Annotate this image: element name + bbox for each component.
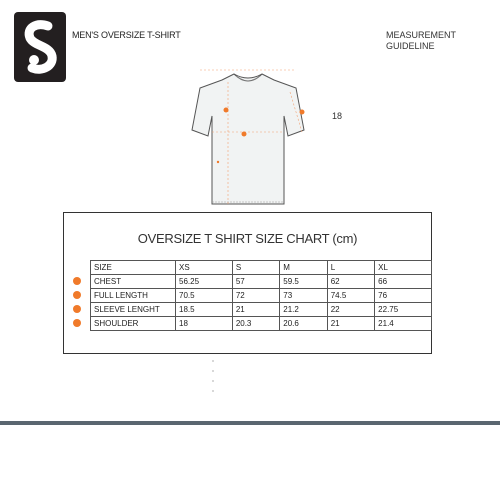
decorative-dots — [212, 360, 216, 400]
column-header: S — [232, 261, 279, 275]
column-header: SIZE — [91, 261, 176, 275]
column-header: XS — [176, 261, 233, 275]
table-cell: 21.2 — [280, 303, 327, 317]
orange-dot-icon — [73, 319, 81, 327]
table-cell: 56.25 — [176, 275, 233, 289]
row-label: FULL LENGTH — [91, 289, 176, 303]
table-cell: 21 — [232, 303, 279, 317]
table-cell: 76 — [375, 289, 432, 303]
row-label: CHEST — [91, 275, 176, 289]
brand-logo — [14, 12, 66, 82]
table-row — [64, 275, 432, 289]
orange-dot-icon — [73, 291, 81, 299]
chart-title: OVERSIZE T SHIRT SIZE CHART (cm) — [137, 231, 358, 246]
measure-point-icon — [242, 132, 247, 137]
footer-bar — [0, 421, 500, 425]
measurement-guideline-label: MEASUREMENT GUIDELINE — [386, 30, 456, 51]
table-cell: 20.6 — [280, 317, 327, 331]
table-cell: 57 — [232, 275, 279, 289]
table-cell: 72 — [232, 289, 279, 303]
row-label: SLEEVE LENGHT — [91, 303, 176, 317]
table-row — [64, 289, 432, 303]
page-title: MEN'S OVERSIZE T-SHIRT — [72, 30, 181, 40]
table-row — [64, 303, 432, 317]
measure-point-icon — [300, 110, 305, 115]
column-header: L — [327, 261, 374, 275]
s-logo-icon — [14, 12, 66, 82]
table-header-row — [64, 261, 432, 275]
table-cell: 59.5 — [280, 275, 327, 289]
table-cell: 18.5 — [176, 303, 233, 317]
table-cell: 18 — [176, 317, 233, 331]
table-cell: 66 — [375, 275, 432, 289]
table-cell: 70.5 — [176, 289, 233, 303]
tshirt-diagram — [178, 62, 318, 212]
column-header: XL — [375, 261, 432, 275]
table-cell: 21.4 — [375, 317, 432, 331]
measure-point-icon — [217, 161, 219, 163]
table-cell: 74.5 — [327, 289, 374, 303]
measure-point-icon — [224, 108, 229, 113]
orange-dot-icon — [73, 277, 81, 285]
table-cell: 20.3 — [232, 317, 279, 331]
table-cell: 21 — [327, 317, 374, 331]
size-table — [64, 260, 432, 331]
orange-dot-icon — [73, 305, 81, 313]
table-cell: 62 — [327, 275, 374, 289]
row-label: SHOULDER — [91, 317, 176, 331]
table-row — [64, 317, 432, 331]
table-cell: 22 — [327, 303, 374, 317]
measure-label: 18 — [332, 111, 343, 121]
table-cell: 22.75 — [375, 303, 432, 317]
column-header: M — [280, 261, 327, 275]
table-cell: 73 — [280, 289, 327, 303]
